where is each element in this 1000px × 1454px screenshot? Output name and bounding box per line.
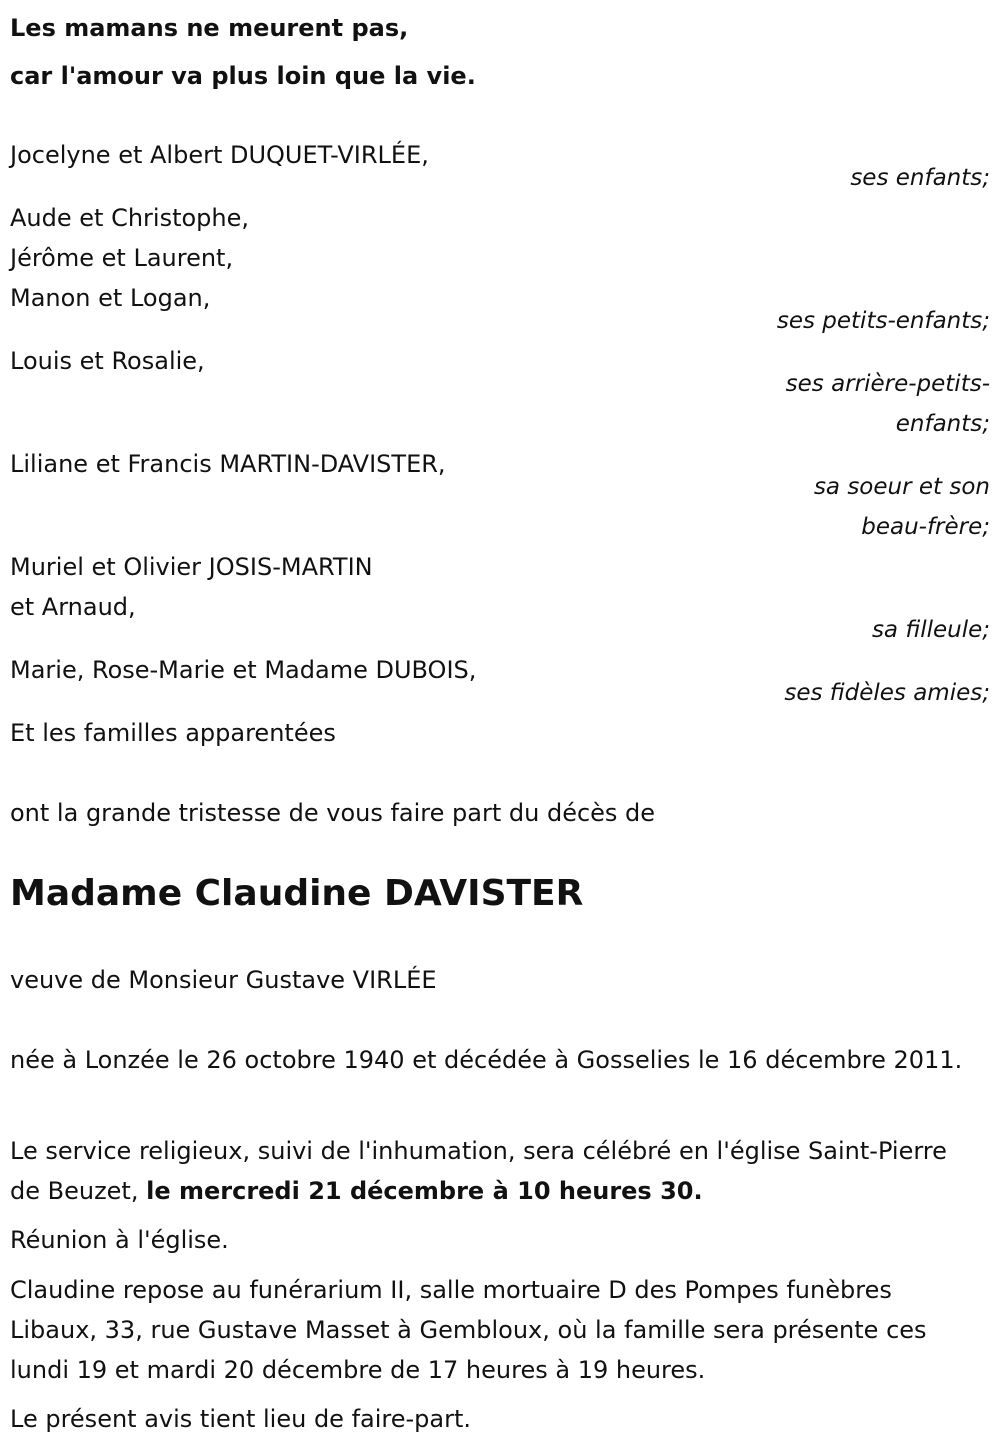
great-grandchildren-role-line-1: ses arrière-petits-: [785, 371, 990, 397]
friends-role: ses fidèles amies;: [784, 680, 990, 706]
deceased-name: Madame Claudine DAVISTER: [10, 873, 584, 914]
goddaughter-names-line-2: et Arnaud,: [10, 593, 136, 621]
sister-role-line-2: beau-frère;: [861, 514, 990, 540]
great-grandchildren-names: Louis et Rosalie,: [10, 347, 205, 375]
widow-of: veuve de Monsieur Gustave VIRLÉE: [10, 966, 437, 994]
service-text: Le service religieux, suivi de l'inhumation, sera célébré en l'église Saint-Pierre de Beuzet,: [10, 1137, 947, 1205]
grandchildren-role: ses petits-enfants;: [776, 308, 990, 334]
epigraph-line-1: Les mamans ne meurent pas,: [10, 14, 409, 42]
sister-names: Liliane et Francis MARTIN-DAVISTER,: [10, 450, 446, 478]
sister-role-line-1: sa soeur et son: [813, 474, 990, 500]
service-date-time: le mercredi 21 décembre à 10 heures 30.: [146, 1177, 703, 1205]
epigraph-line-2: car l'amour va plus loin que la vie.: [10, 62, 476, 90]
announcement-text: ont la grande tristesse de vous faire part du décès de: [10, 799, 656, 827]
grandchildren-line-3: Manon et Logan,: [10, 284, 211, 312]
related-families: Et les familles apparentées: [10, 719, 336, 747]
birth-death-paragraph: née à Lonzée le 26 octobre 1940 et décédée à Gosselies le 16 décembre 2011.: [10, 1046, 963, 1074]
goddaughter-names-line-1: Muriel et Olivier JOSIS-MARTIN: [10, 553, 373, 581]
grandchildren-line-2: Jérôme et Laurent,: [10, 244, 234, 272]
closing-text: Le présent avis tient lieu de faire-part.: [10, 1405, 472, 1433]
goddaughter-role: sa filleule;: [871, 617, 990, 643]
children-names: Jocelyne et Albert DUQUET-VIRLÉE,: [10, 141, 429, 169]
visitation-paragraph: Claudine repose au funérarium II, salle mortuaire D des Pompes funèbres Libaux, 33, rue Gustave Masset à Gembloux, où la famille sera présente ces lundi 19 et mardi 20 décembre de 17 heures à 19 heures.: [10, 1276, 927, 1384]
children-role: ses enfants;: [850, 165, 990, 191]
meeting-text: Réunion à l'église.: [10, 1226, 229, 1254]
grandchildren-line-1: Aude et Christophe,: [10, 204, 250, 232]
friends-names: Marie, Rose-Marie et Madame DUBOIS,: [10, 656, 477, 684]
service-paragraph: [10, 1131, 970, 1211]
great-grandchildren-role-line-2: enfants;: [895, 411, 990, 437]
